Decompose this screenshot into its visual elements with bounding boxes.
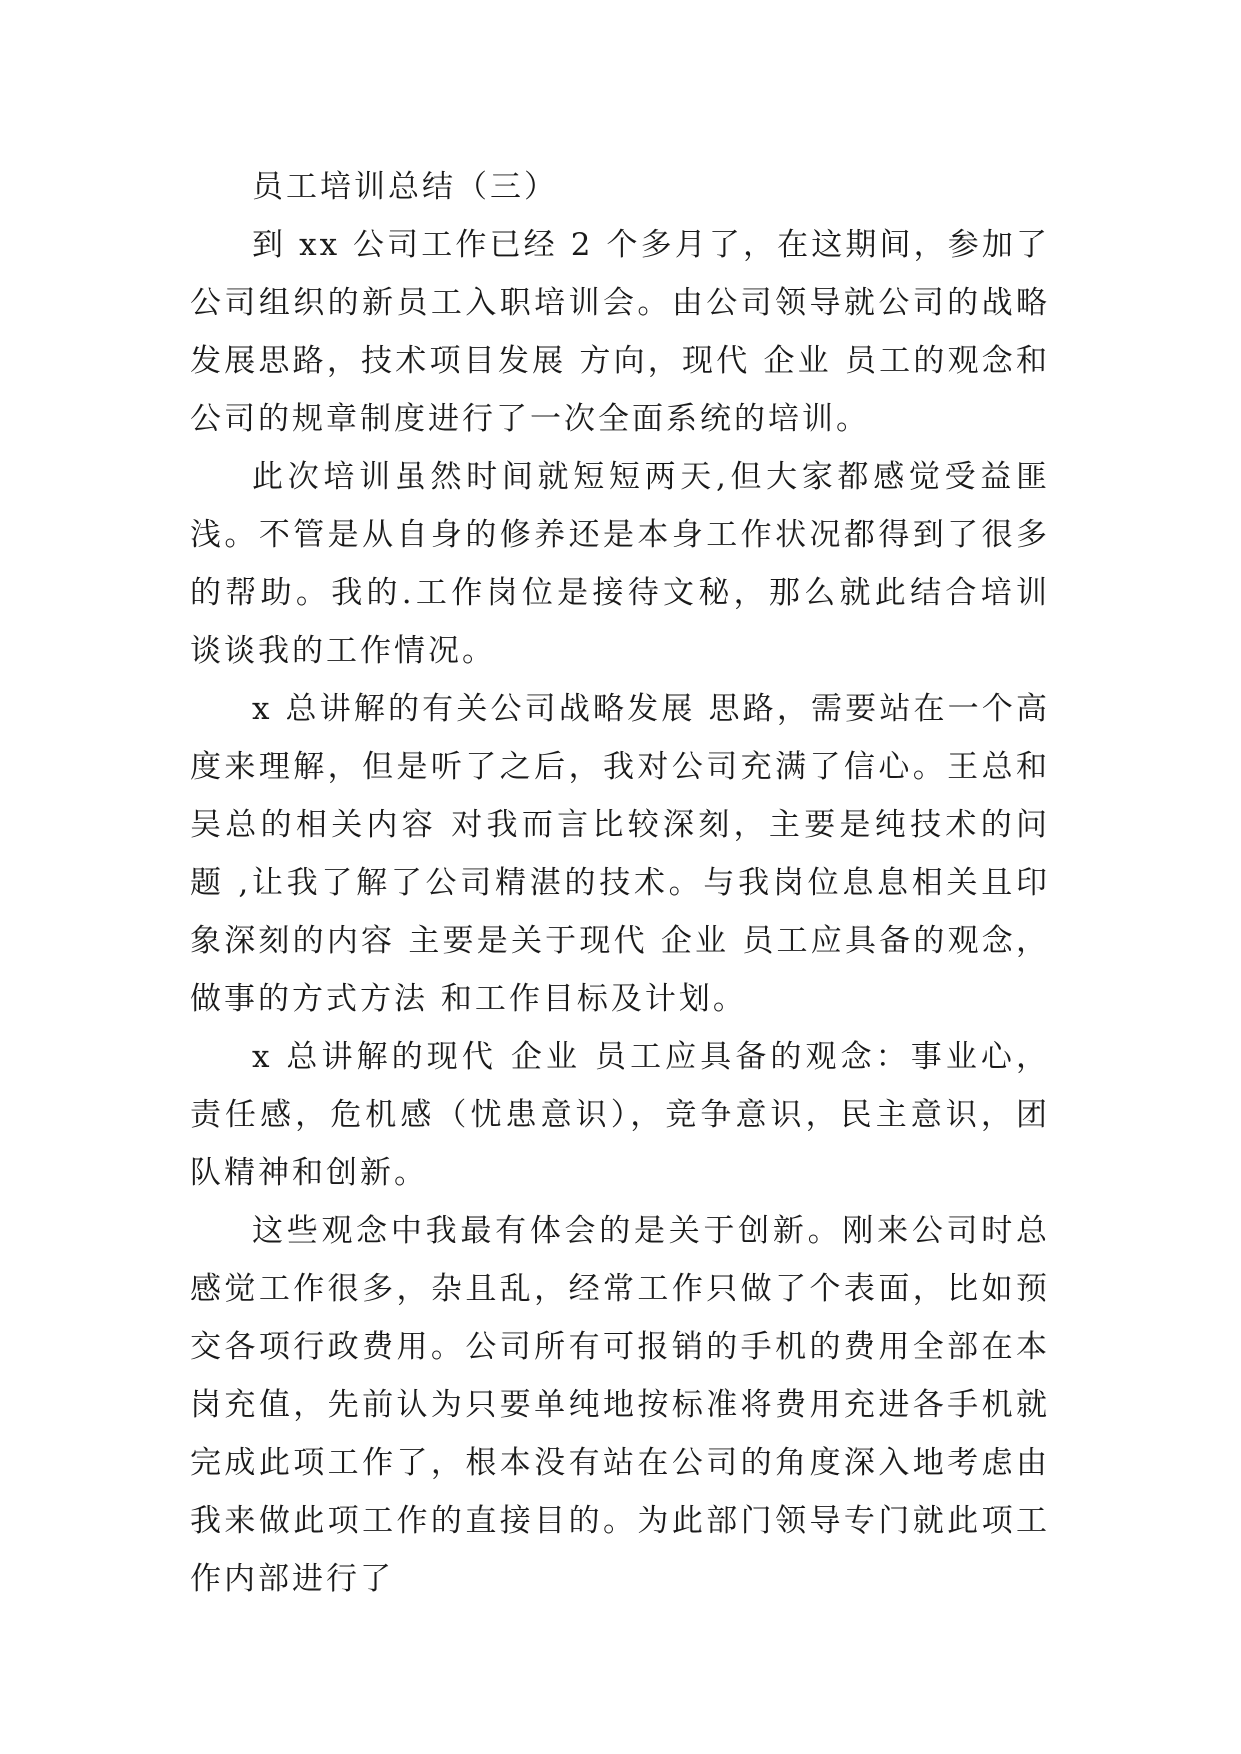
paragraph-5: 这些观念中我最有体会的是关于创新。刚来公司时总感觉工作很多，杂且乱，经常工作只做了个表面，比如预交各项行政费用。公司所有可报销的手机的费用全部在本岗充值，先前认为只要单纯地按标准将费用充进各手机就完成此项工作了，根本没有站在公司的角度深入地考虑由我来做此项工作的直接目的。为此部门领导专门就此项工作内部进行了 — [190, 1213, 1050, 1597]
document-title: 员工培训总结（三） — [252, 169, 558, 205]
paragraph-3: x 总讲解的有关公司战略发展 思路，需要站在一个高度来理解，但是听了之后，我对公司充满了信心。王总和吴总的相关内容 对我而言比较深刻，主要是纯技术的问题 ,让我了解了公司精湛的技术。与我岗位息息相关且印象深刻的内容 主要是关于现代 企业 员工应具备的观念，做事的方式方法 和工作目标及计划。 — [190, 691, 1050, 1017]
paragraph-2: 此次培训虽然时间就短短两天,但大家都感觉受益匪浅。不管是从自身的修养还是本身工作状况都得到了很多的帮助。我的.工作岗位是接待文秘，那么就此结合培训谈谈我的工作情况。 — [190, 459, 1050, 669]
paragraph-4: x 总讲解的现代 企业 员工应具备的观念：事业心，责任感，危机感（忧患意识），竞争意识，民主意识，团队精神和创新。 — [190, 1039, 1050, 1191]
document-body — [190, 158, 1050, 1608]
paragraph-1: 到 xx 公司工作已经 2 个多月了，在这期间，参加了公司组织的新员工入职培训会。由公司领导就公司的战略发展思路，技术项目发展 方向，现代 企业 员工的观念和公司的规章制度进行了一次全面系统的培训。 — [190, 227, 1050, 437]
